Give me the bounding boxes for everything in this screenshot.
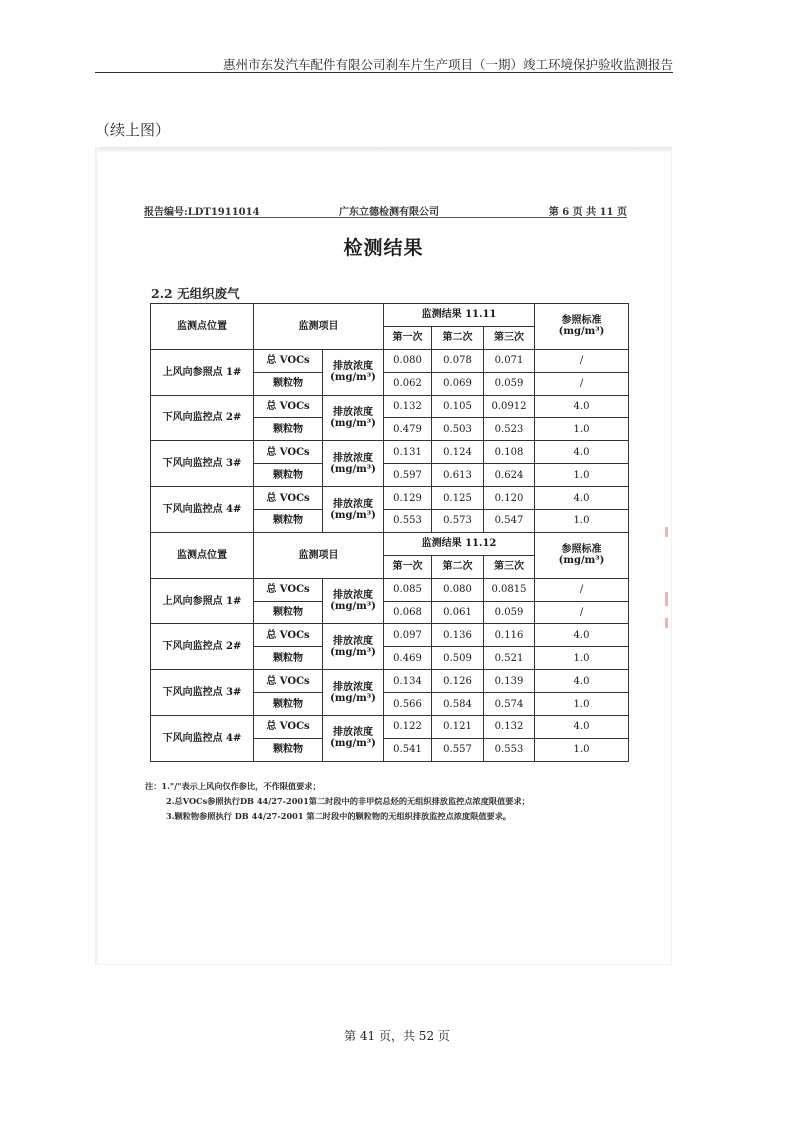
value-cell: 0.479 xyxy=(384,418,432,441)
value-cell: 0.541 xyxy=(384,738,432,761)
value-cell: 0.509 xyxy=(432,647,484,670)
param-unit: (mg/m³) xyxy=(330,646,376,658)
standard-cell: 4.0 xyxy=(535,487,629,510)
location-cell: 下风向监控点 3# xyxy=(151,670,254,716)
value-cell: 0.132 xyxy=(484,716,535,739)
value-cell: 0.0815 xyxy=(484,578,535,601)
location-cell: 上风向参照点 1# xyxy=(151,578,254,624)
value-cell: 0.613 xyxy=(432,464,484,487)
param-cell xyxy=(323,624,384,670)
round-3-header: 第三次 xyxy=(484,555,535,578)
param-label: 排放浓度 xyxy=(333,452,373,464)
pollutant-cell: 颗粒物 xyxy=(254,647,323,670)
standard-cell: 1.0 xyxy=(535,693,629,716)
header-row xyxy=(151,532,629,555)
standard-cell: / xyxy=(535,578,629,601)
location-cell: 下风向监控点 2# xyxy=(151,395,254,441)
value-cell: 0.553 xyxy=(484,738,535,761)
param-unit: (mg/m³) xyxy=(330,738,376,750)
location-cell: 下风向监控点 4# xyxy=(151,716,254,762)
location-header: 监测点位置 xyxy=(151,532,254,578)
section-title: 2.2 无组织废气 xyxy=(151,286,240,301)
round-2-header: 第二次 xyxy=(432,326,484,349)
standard-cell: 1.0 xyxy=(535,738,629,761)
pollutant-cell: 总 VOCs xyxy=(254,716,323,739)
table-row xyxy=(151,487,629,510)
value-cell: 0.124 xyxy=(432,441,484,464)
value-cell: 0.080 xyxy=(432,578,484,601)
value-cell: 0.129 xyxy=(384,487,432,510)
value-cell: 0.061 xyxy=(432,601,484,624)
location-cell: 下风向监控点 3# xyxy=(151,441,254,487)
value-cell: 0.584 xyxy=(432,693,484,716)
value-cell: 0.597 xyxy=(384,464,432,487)
pollutant-cell: 颗粒物 xyxy=(254,601,323,624)
pollutant-cell: 颗粒物 xyxy=(254,738,323,761)
scan-title: 检测结果 xyxy=(343,237,424,259)
pollutant-cell: 总 VOCs xyxy=(254,624,323,647)
value-cell: 0.624 xyxy=(484,464,535,487)
location-cell: 上风向参照点 1# xyxy=(151,349,254,395)
standard-cell: / xyxy=(535,372,629,395)
param-unit: (mg/m³) xyxy=(330,692,376,704)
scan-header-divider xyxy=(144,217,627,218)
value-cell: 0.068 xyxy=(384,601,432,624)
location-cell: 下风向监控点 4# xyxy=(151,487,254,533)
pollutant-cell: 颗粒物 xyxy=(254,693,323,716)
value-cell: 0.078 xyxy=(432,349,484,372)
scan-edge-mark xyxy=(665,527,668,537)
param-cell xyxy=(323,441,384,487)
value-cell: 0.469 xyxy=(384,647,432,670)
param-cell xyxy=(323,349,384,395)
standard-header-unit: (mg/m³) xyxy=(558,326,605,338)
value-cell: 0.126 xyxy=(432,670,484,693)
pollutant-cell: 颗粒物 xyxy=(254,372,323,395)
value-cell: 0.566 xyxy=(384,693,432,716)
value-cell: 0.134 xyxy=(384,670,432,693)
value-cell: 0.523 xyxy=(484,418,535,441)
value-cell: 0.122 xyxy=(384,716,432,739)
value-cell: 0.121 xyxy=(432,716,484,739)
standard-cell: 4.0 xyxy=(535,624,629,647)
value-cell: 0.136 xyxy=(432,624,484,647)
standard-cell: / xyxy=(535,601,629,624)
table-row xyxy=(151,670,629,693)
value-cell: 0.125 xyxy=(432,487,484,510)
pollutant-cell: 总 VOCs xyxy=(254,395,323,418)
value-cell: 0.131 xyxy=(384,441,432,464)
standard-cell: 1.0 xyxy=(535,647,629,670)
param-unit: (mg/m³) xyxy=(330,463,376,475)
param-cell xyxy=(323,487,384,533)
value-cell: 0.097 xyxy=(384,624,432,647)
round-1-header: 第一次 xyxy=(384,555,432,578)
value-cell: 0.069 xyxy=(432,372,484,395)
table-row xyxy=(151,395,629,418)
running-header xyxy=(95,58,673,73)
standard-cell: / xyxy=(535,349,629,372)
param-unit: (mg/m³) xyxy=(330,417,376,429)
param-unit: (mg/m³) xyxy=(330,601,376,613)
param-cell xyxy=(323,670,384,716)
value-cell: 0.553 xyxy=(384,510,432,533)
param-label: 排放浓度 xyxy=(333,498,373,510)
scanned-page xyxy=(95,147,672,965)
value-cell: 0.108 xyxy=(484,441,535,464)
value-cell: 0.059 xyxy=(484,601,535,624)
header-row xyxy=(151,304,629,327)
standard-header-unit: (mg/m³) xyxy=(558,555,605,567)
param-cell xyxy=(323,395,384,441)
value-cell: 0.521 xyxy=(484,647,535,670)
standard-header xyxy=(535,304,629,350)
pollutant-cell: 颗粒物 xyxy=(254,510,323,533)
value-cell: 0.557 xyxy=(432,738,484,761)
table-row xyxy=(151,716,629,739)
location-header: 监测点位置 xyxy=(151,304,254,350)
location-cell: 下风向监控点 2# xyxy=(151,624,254,670)
table-row xyxy=(151,578,629,601)
pollutant-cell: 总 VOCs xyxy=(254,441,323,464)
standard-cell: 4.0 xyxy=(535,395,629,418)
value-cell: 0.503 xyxy=(432,418,484,441)
note-1: 注：1."/"表示上风向仅作参比，不作限值要求； xyxy=(145,781,321,791)
scan-header xyxy=(144,203,627,217)
results-table xyxy=(150,303,629,762)
value-cell: 0.139 xyxy=(484,670,535,693)
standard-cell: 4.0 xyxy=(535,670,629,693)
param-label: 排放浓度 xyxy=(333,406,373,418)
report-number: 报告编号:LDT1911014 xyxy=(144,207,260,218)
value-cell: 0.120 xyxy=(484,487,535,510)
scan-page-info: 第 6 页 共 11 页 xyxy=(548,207,627,218)
param-label: 排放浓度 xyxy=(333,635,373,647)
standard-header xyxy=(535,532,629,578)
value-cell: 0.132 xyxy=(384,395,432,418)
param-label: 排放浓度 xyxy=(333,361,373,373)
param-label: 排放浓度 xyxy=(333,727,373,739)
standard-cell: 1.0 xyxy=(535,510,629,533)
standard-cell: 4.0 xyxy=(535,716,629,739)
scan-edge-mark xyxy=(665,592,668,606)
value-cell: 0.062 xyxy=(384,372,432,395)
value-cell: 0.574 xyxy=(484,693,535,716)
standard-header-label: 参照标准 xyxy=(561,315,602,327)
company-name: 广东立德检测有限公司 xyxy=(339,207,439,218)
table-row xyxy=(151,624,629,647)
param-unit: (mg/m³) xyxy=(330,509,376,521)
param-label: 排放浓度 xyxy=(333,590,373,602)
pollutant-cell: 总 VOCs xyxy=(254,487,323,510)
date-header: 监测结果 11.12 xyxy=(384,532,535,555)
value-cell: 0.0912 xyxy=(484,395,535,418)
item-header: 监测项目 xyxy=(254,532,384,578)
scan-edge-mark xyxy=(665,618,668,628)
report-title: 惠州市东发汽车配件有限公司刹车片生产项目（一期）竣工环境保护验收监测报告 xyxy=(222,57,673,72)
value-cell: 0.080 xyxy=(384,349,432,372)
note-3: 3.颗粒物参照执行 DB 44/27-2001 第二时段中的颗粒物的无组织排放监控点浓度限值要求。 xyxy=(166,811,512,821)
results-table-body xyxy=(151,304,629,762)
value-cell: 0.085 xyxy=(384,578,432,601)
note-2: 2.总VOCs参照执行DB 44/27-2001第二时段中的非甲烷总烃的无组织排放监控点浓度限值要求； xyxy=(166,796,530,806)
table-row xyxy=(151,441,629,464)
value-cell: 0.105 xyxy=(432,395,484,418)
standard-cell: 1.0 xyxy=(535,418,629,441)
param-cell xyxy=(323,578,384,624)
standard-header-label: 参照标准 xyxy=(561,544,602,556)
notes xyxy=(145,779,625,824)
continued-label: （续上图） xyxy=(95,121,171,139)
pollutant-cell: 总 VOCs xyxy=(254,578,323,601)
round-1-header: 第一次 xyxy=(384,326,432,349)
item-header: 监测项目 xyxy=(254,304,384,350)
param-label: 排放浓度 xyxy=(333,681,373,693)
date-header: 监测结果 11.11 xyxy=(384,304,535,327)
page-footer: 第 41 页，共 52 页 xyxy=(344,1029,450,1043)
pollutant-cell: 颗粒物 xyxy=(254,464,323,487)
value-cell: 0.573 xyxy=(432,510,484,533)
value-cell: 0.116 xyxy=(484,624,535,647)
standard-cell: 1.0 xyxy=(535,464,629,487)
pollutant-cell: 总 VOCs xyxy=(254,349,323,372)
pollutant-cell: 颗粒物 xyxy=(254,418,323,441)
standard-cell: 4.0 xyxy=(535,441,629,464)
pollutant-cell: 总 VOCs xyxy=(254,670,323,693)
round-2-header: 第二次 xyxy=(432,555,484,578)
value-cell: 0.059 xyxy=(484,372,535,395)
value-cell: 0.071 xyxy=(484,349,535,372)
value-cell: 0.547 xyxy=(484,510,535,533)
param-cell xyxy=(323,716,384,762)
table-row xyxy=(151,349,629,372)
round-3-header: 第三次 xyxy=(484,326,535,349)
param-unit: (mg/m³) xyxy=(330,372,376,384)
